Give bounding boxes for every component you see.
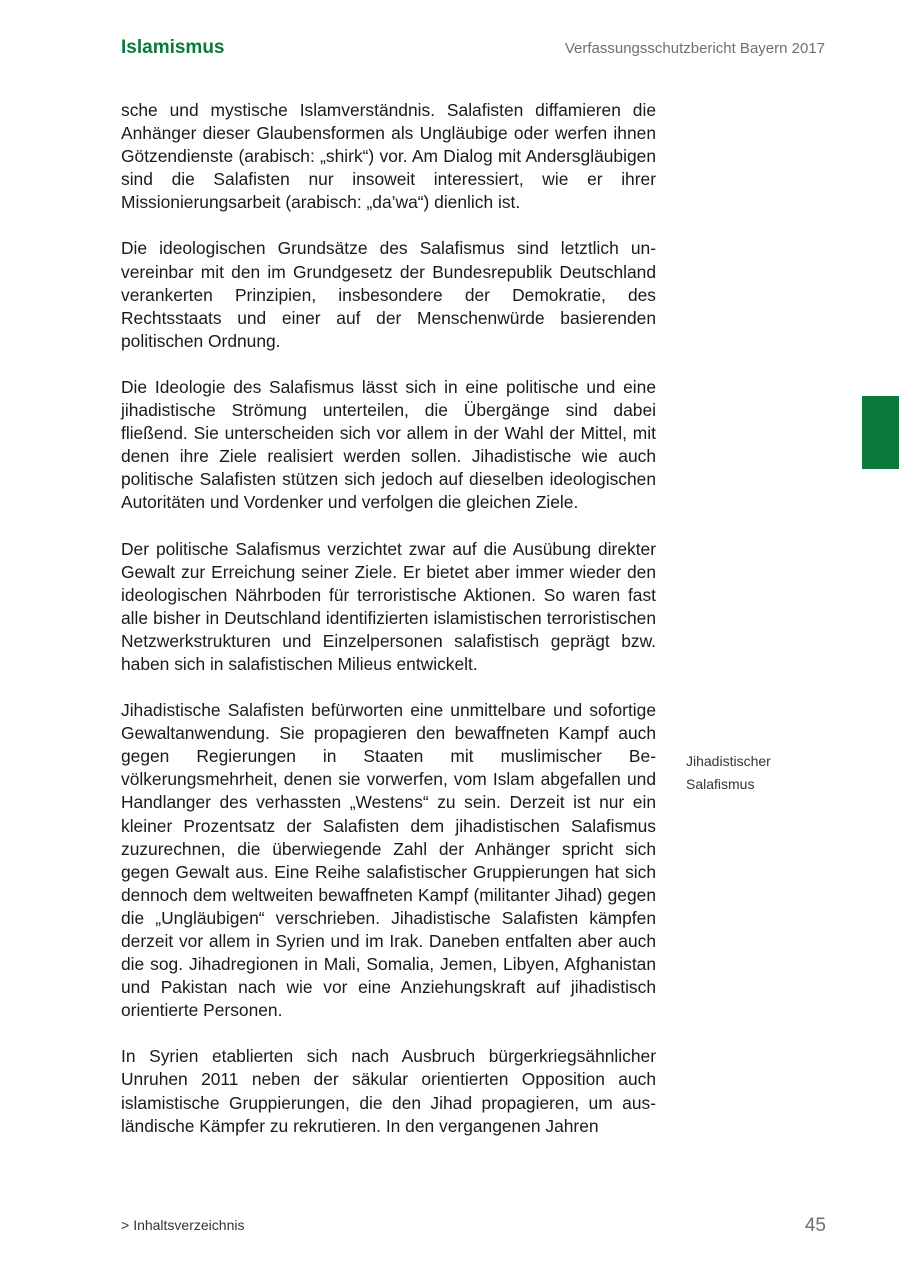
body-text <box>121 99 656 1161</box>
paragraph: Der politische Salafismus verzichtet zwar auf die Ausübung direkter Gewalt zur Erreichung seiner Ziele. Er bietet aber immer wieder den ideologischen Nährboden für terroristische Aktionen. So waren fast alle bisher in Deutschland identifizierten islamistischen terroristischen Netzwerkstrukturen und Einzelpersonen salafistisch geprägt bzw. haben sich in salafistischen Milieus entwickelt. <box>121 538 656 674</box>
paragraph: In Syrien etablierten sich nach Ausbruch bürgerkriegsähnlicher Unruhen 2011 neben der säkular orientierten Opposition auch islamistische Gruppierungen, die den Jihad propagieren, um ausländische Kämpfer zu rekrutieren. In den vergangenen Jahren <box>121 1046 656 1136</box>
report-title: Verfassungsschutzbericht Bayern 2017 <box>564 40 825 57</box>
paragraph: sche und mystische Islamverständnis. Salafisten diffamieren die Anhänger dieser Glaubensformen als Ungläubige oder werfen ihnen Götzendienste (arabisch: „shirk“) vor. Am Dialog mit Andersgläubigen sind die Salafisten nur insoweit interessiert, wie er ihrer Missionierungsarbeit (arabisch: „da’wa“) dienlich ist. <box>121 100 656 213</box>
paragraph: Die Ideologie des Salafismus lässt sich in eine politische und eine jihadistische Strömung unterteilen, die Übergänge sind dabei fließend. Sie unterscheiden sich vor allem in der Wahl der Mittel, mit denen ihre Ziele realisiert werden sollen. Jihadistische wie auch politische Salafisten stützen sich jedoch auf dieselben ideologischen Autoritäten und Vordenker und verfolgen die gleichen Ziele. <box>121 376 656 513</box>
chapter-tab-marker[interactable] <box>862 396 899 469</box>
section-title: Islamismus <box>121 37 225 58</box>
margin-note-line: Salafismus <box>686 775 755 792</box>
toc-link-label: Inhaltsverzeichnis <box>133 1217 245 1233</box>
margin-note-line: Jihadistischer <box>686 753 771 769</box>
margin-note <box>686 750 806 795</box>
page-number: 45 <box>804 1215 826 1236</box>
paragraph: Jihadistische Salafisten befürworten eine unmittelbare und sofortige Gewaltanwendung. Sie propagieren den bewaffneten Kampf auch gegen Regierungen in Staaten mit muslimischer Bevölkerungsmehrheit, denen sie vorwerfen, vom Islam abgefallen und Handlanger des verhassten „Westens“ zu sein. Derzeit ist nur ein kleiner Prozentsatz der Salafisten dem jihadistischen Salafismus zuzurechnen, die überwiegende Zahl der Anhänger spricht sich gegen Gewalt aus. Eine Reihe salafistischer Gruppierungen hat sich dennoch dem weltweiten bewaffneten Kampf (militanter Jihad) gegen die „Ungläubigen“ verschrieben. Jihadistische Salafisten kämpfen derzeit vor allem in Syrien und im Irak. Daneben entfalten aber auch die sog. Jihadregionen in Mali, Somalia, Jemen, Libyen, Afghanistan und Pakistan nach wie vor eine Anziehungskraft auf jihadistisch orientierte Personen. <box>121 700 656 1021</box>
toc-link[interactable] <box>121 1217 244 1233</box>
paragraph: Die ideologischen Grundsätze des Salafismus sind letztlich unvereinbar mit den im Grundgesetz der Bundesrepublik Deutschland verankerten Prinzipien, insbesondere der Demokratie, des Rechtsstaats und einer auf der Menschenwürde basierenden politischen Ordnung. <box>121 238 656 351</box>
chevron-right-icon: > <box>121 1217 130 1233</box>
